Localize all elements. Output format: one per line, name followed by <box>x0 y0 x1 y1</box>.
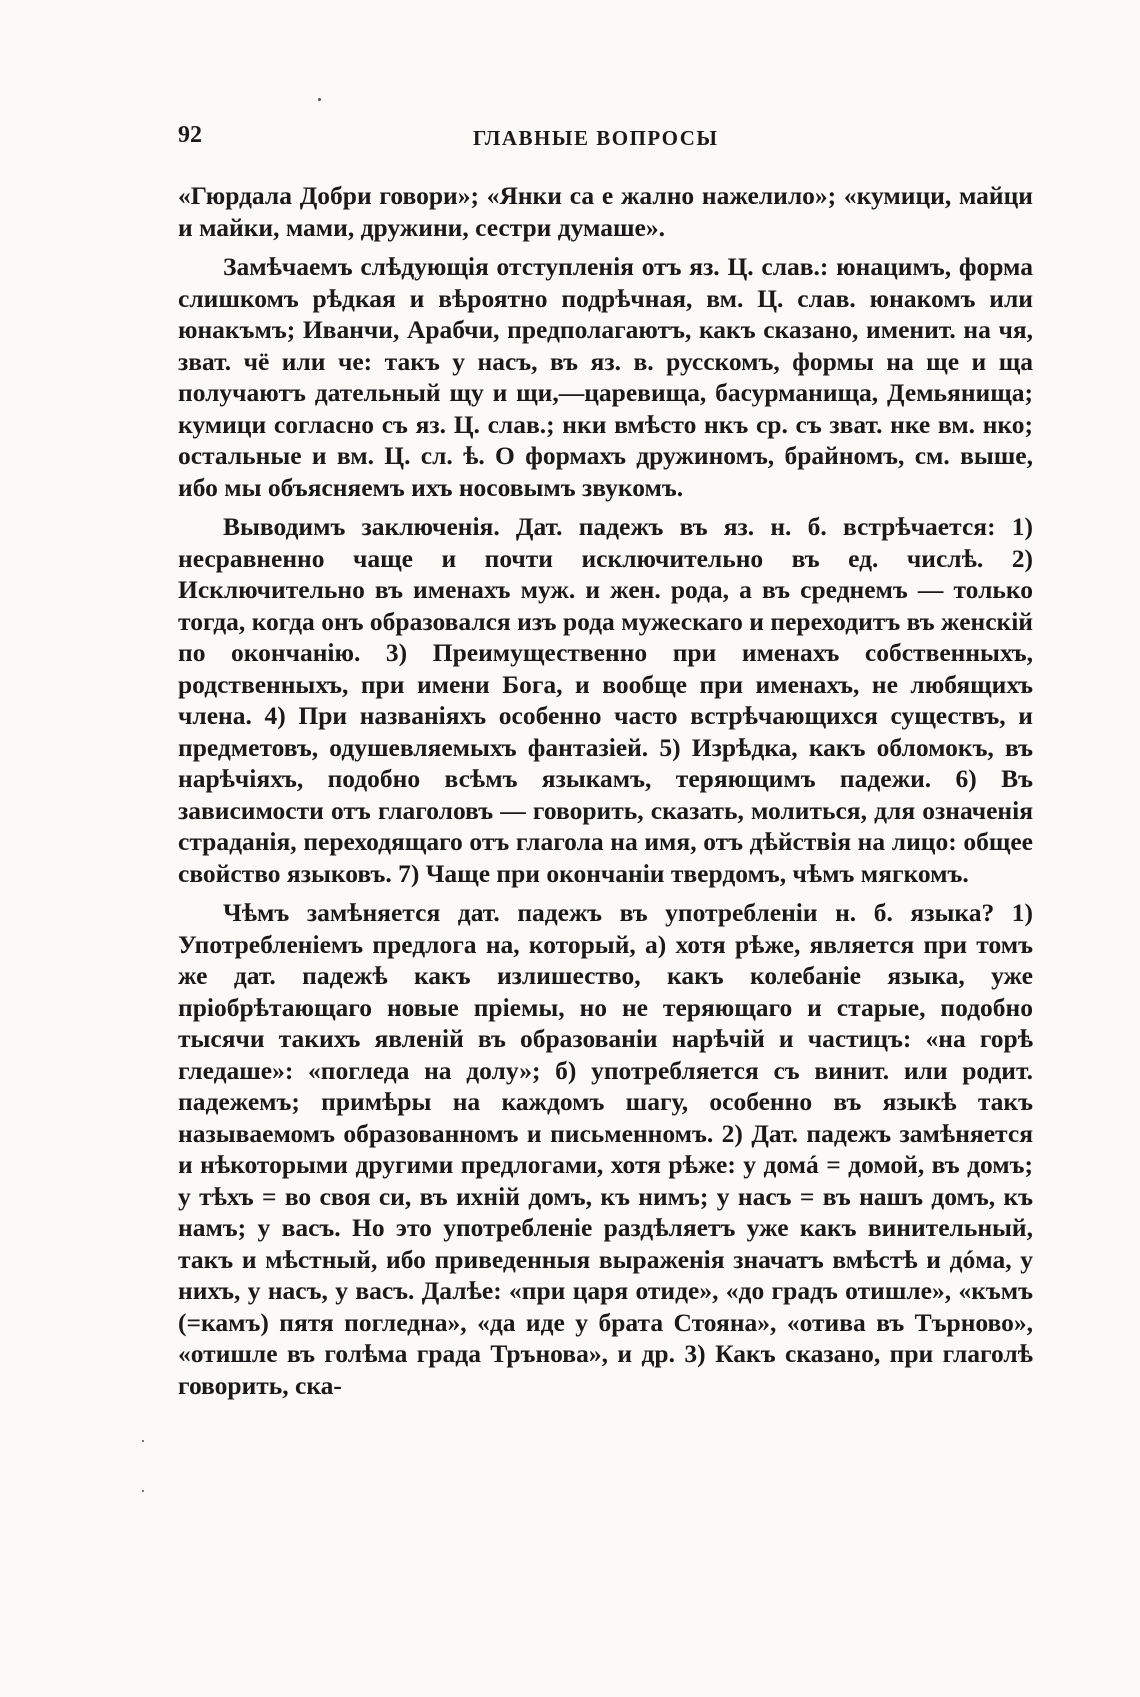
paragraph-4: Чѣмъ замѣняется дат. падежъ въ употребленіи н. б. языка? 1) Употребленіемъ предлога на, который, а) хотя рѣже, является при томъ же дат. падежѣ какъ излишество, какъ колебаніе языка, уже пріобрѣтающаго новые пріемы, но не теряющаго и старые, подобно тысячи такихъ явленій въ образованіи нарѣчій и частицъ: «на горѣ гледаше»: «погледа на долу»; б) употребляется съ винит. или родит. падежемъ; примѣры на каждомъ шагу, особенно въ языкѣ такъ называемомъ образованномъ и письменномъ. 2) Дат. падежъ замѣняется и нѣкоторыми другими предлогами, хотя рѣже: у домá = домой, въ домъ; у тѣхъ = во своя си, въ ихній домъ, къ нимъ; у насъ = въ нашъ домъ, къ намъ; у васъ. Но это употребленіе раздѣляетъ уже какъ винительный, такъ и мѣстный, ибо приведенныя выраженія значатъ вмѣстѣ и дóма, у нихъ, у насъ, у васъ. Далѣе: «при царя отиде», «до градъ отишле», «къмъ (=камъ) пятя погледна», «да иде у брата Стояна», «отива въ Търново», «отишле въ голѣма града Трънова», и др. 3) Какъ сказано, при глаголѣ говорить, ска- <box>178 898 1033 1400</box>
paragraph-1: «Гюрдала Добри говори»; «Янки са е жално нажелило»; «кумици, майци и майки, мами, дружини, сестри думаше». <box>178 181 1033 242</box>
page-number: 92 <box>178 122 202 148</box>
page-header <box>178 118 1033 154</box>
scan-speck <box>318 98 321 101</box>
body-text <box>178 180 1033 1409</box>
paragraph-3: Выводимъ заключенія. Дат. падежъ въ яз. н. б. встрѣчается: 1) несравненно чаще и почти исключительно въ ед. числѣ. 2) Исключительно въ именахъ муж. и жен. рода, а въ среднемъ — только тогда, когда онъ образовался изъ рода мужескаго и переходитъ въ женскій по окончанію. 3) Преимущественно при именахъ собственныхъ, родственныхъ, при имени Бога, и вообще при именахъ, не любящихъ члена. 4) При названіяхъ особенно часто встрѣчающихся существъ, и предметовъ, одушевляемыхъ фантазіей. 5) Изрѣдка, какъ обломокъ, въ нарѣчіяхъ, подобно всѣмъ языкамъ, теряющимъ падежи. 6) Въ зависимости отъ глаголовъ — говорить, сказать, молиться, для означенія страданія, переходящаго отъ глагола на имя, отъ дѣйствія на лицо: общее свойство языковъ. 7) Чаще при окончаніи твердомъ, чѣмъ мягкомъ. <box>178 512 1033 888</box>
paragraph-2: Замѣчаемъ слѣдующія отступленія отъ яз. Ц. слав.: юнацимъ, форма слишкомъ рѣдкая и вѣроятно подрѣчная, вм. Ц. слав. юнакомъ или юнакъмъ; Иванчи, Арабчи, предполагаютъ, какъ сказано, именит. на чя, зват. чё или че: такъ у насъ, въ яз. в. русскомъ, формы на ще и ща получаютъ дательный щу и щи,—царевища, басурманища, Демьянища; кумици согласно съ яз. Ц. слав.; нки вмѣсто нкъ ср. съ зват. нке вм. нко; остальные и вм. Ц. сл. ѣ. О формахъ дружиномъ, брайномъ, см. выше, ибо мы объясняемъ ихъ носовымъ звукомъ. <box>178 252 1033 502</box>
scan-speck <box>142 1490 144 1492</box>
running-title: ГЛАВНЫЕ ВОПРОСЫ <box>473 126 719 150</box>
scan-speck <box>142 1440 144 1442</box>
